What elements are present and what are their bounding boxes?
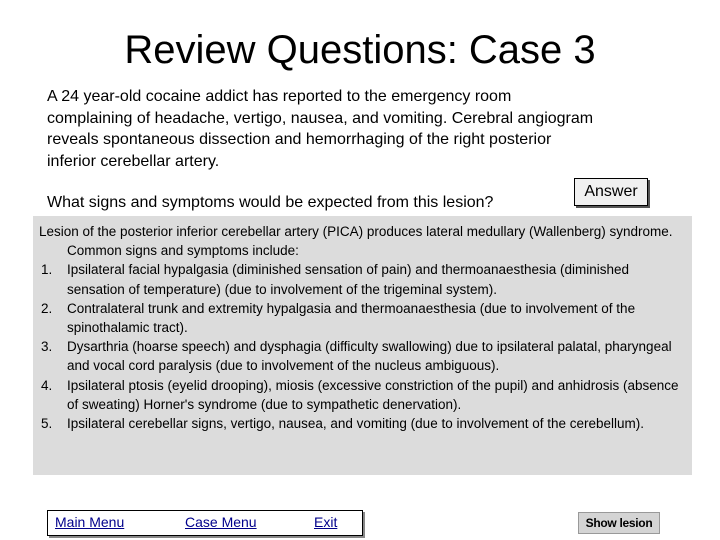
list-item [39, 376, 686, 414]
case-line: inferior cerebellar artery. [47, 152, 220, 170]
case-line: A 24 year-old cocaine addict has reported to the emergency room [47, 88, 512, 105]
case-description [47, 86, 687, 172]
list-item-number: 4. [41, 377, 53, 393]
question-text: What signs and symptoms would be expected from this lesion? [47, 194, 494, 211]
page-title: Review Questions: Case 3 [124, 28, 596, 72]
list-item-number: 3. [41, 339, 53, 355]
answer-intro: Lesion of the posterior inferior cerebellar artery (PICA) produces lateral medullary (Wallenberg) syndrome. Common signs and symptoms include: [39, 224, 673, 259]
list-item-number: 2. [41, 300, 53, 316]
case-line: reveals spontaneous dissection and hemorrhaging of the right posterior [47, 131, 552, 148]
list-item-text: Dysarthria (hoarse speech) and dysphagia (difficulty swallowing) due to ipsilateral palatal, pharyngeal and vocal cord paralysis (due to involvement of the nucleus ambiguous). [67, 339, 672, 374]
answer-panel [33, 216, 692, 475]
main-menu-link[interactable]: Main Menu [55, 514, 125, 530]
list-item [39, 337, 686, 375]
answer-button[interactable]: Answer [574, 178, 648, 206]
list-item [39, 299, 686, 337]
list-item-text: Ipsilateral facial hypalgasia (diminished sensation of pain) and thermoanaesthesia (diminished sensation of temperature) (due to involvement of the trigeminal system). [67, 262, 630, 297]
symptom-list [39, 260, 686, 433]
list-item [39, 414, 686, 433]
exit-link[interactable]: Exit [314, 514, 338, 530]
list-item-number: 1. [41, 262, 53, 278]
list-item-text: Ipsilateral ptosis (eyelid drooping), miosis (excessive constriction of the pupil) and anhidrosis (absence of sweating) Horner's syndrome (due to sympathetic denervation). [67, 377, 679, 412]
list-item-text: Ipsilateral cerebellar signs, vertigo, nausea, and vomiting (due to involvement of the cerebellum). [67, 416, 645, 432]
list-item [39, 260, 686, 298]
list-item-number: 5. [41, 416, 53, 432]
case-menu-link[interactable]: Case Menu [185, 514, 257, 530]
case-line: complaining of headache, vertigo, nausea, and vomiting. Cerebral angiogram [47, 109, 594, 127]
list-item-text: Contralateral trunk and extremity hypalgasia and thermoanaesthesia (due to involvement of the spinothalamic tract). [67, 300, 636, 336]
navigation-bar [47, 510, 363, 536]
show-lesion-button[interactable]: Show lesion [578, 512, 660, 534]
